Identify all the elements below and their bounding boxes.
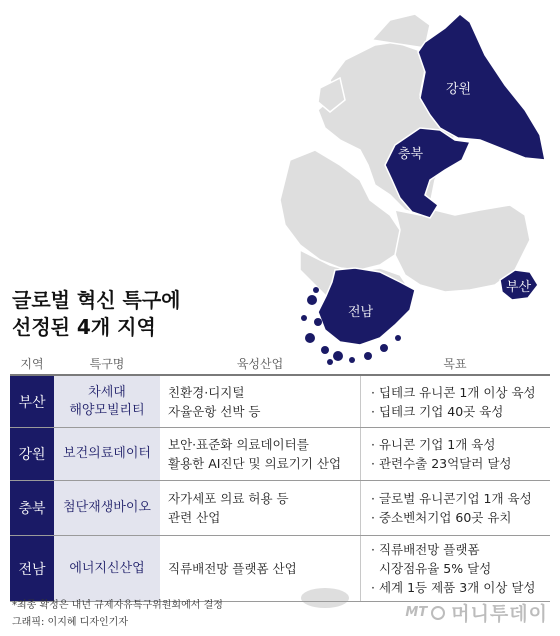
row-zone [54, 428, 160, 480]
industry-line: 보안·표준화 의료데이터를 [168, 437, 309, 452]
row-industry [160, 428, 361, 480]
zone-line: 에너지신산업 [69, 560, 145, 576]
map-label-chungbuk: 충북 [398, 147, 424, 162]
row-goals [361, 481, 551, 535]
zone-line: 보건의료데이터 [63, 446, 151, 461]
row-region: 충북 [10, 481, 54, 535]
industry-line: 직류배전망 플랫폼 산업 [168, 561, 297, 576]
goal-item: · 세계 1등 제품 3개 이상 달성 [371, 580, 536, 595]
goal-item: · 관련수출 23억달러 달성 [371, 456, 512, 471]
page-title [12, 287, 272, 341]
row-zone [54, 376, 160, 427]
row-zone [54, 481, 160, 535]
zones-table [10, 352, 550, 602]
zone-line: 해양모빌리티 [69, 402, 145, 418]
goal-item: · 딥테크 유니콘 1개 이상 육성 [371, 384, 536, 400]
industry-line: 친환경·디지털 [168, 384, 245, 400]
zone-line: 차세대 [88, 384, 126, 400]
row-zone [54, 536, 160, 601]
table-row [10, 428, 550, 481]
row-goals [361, 428, 551, 480]
row-goals [361, 376, 551, 427]
logo-name: 머니투데이 [451, 603, 548, 625]
logo-mt: MT [405, 605, 428, 620]
title-line-2: 선정된 4개 지역 [12, 315, 156, 339]
row-goals [361, 536, 551, 601]
header-zone: 특구명 [89, 356, 125, 371]
industry-line: 자율운항 선박 등 [168, 403, 261, 419]
logo-circle-icon [431, 606, 445, 620]
map-label-jeonnam: 전남 [348, 305, 374, 320]
header-goals: 목표 [443, 356, 467, 371]
row-industry [160, 536, 361, 601]
industry-line: 관련 산업 [168, 510, 221, 525]
goal-item: 시장점유율 5% 달성 [371, 561, 492, 576]
footnote: *최종 확정은 내년 규제자유특구위원회에서 결정 [12, 600, 223, 611]
brand-logo [405, 599, 548, 626]
zone-line: 첨단재생바이오 [63, 500, 151, 515]
row-industry [160, 376, 361, 427]
table-row [10, 536, 550, 602]
table-row [10, 376, 550, 428]
goal-item: · 유니콘 기업 1개 육성 [371, 437, 496, 452]
industry-line: 활용한 AI진단 및 의료기기 산업 [168, 456, 342, 471]
title-line-1: 글로벌 혁신 특구에 [12, 288, 181, 312]
table-row [10, 481, 550, 536]
goal-item: · 글로벌 유니콘기업 1개 육성 [371, 491, 532, 506]
map-label-busan: 부산 [506, 280, 532, 295]
map-label-gangwon: 강원 [446, 82, 472, 97]
row-industry [160, 481, 361, 535]
goal-item: · 직류배전망 플랫폼 [371, 542, 480, 557]
goal-item: · 중소벤처기업 60곳 유치 [371, 510, 512, 525]
row-region: 강원 [10, 428, 54, 480]
industry-line: 자가세포 의료 허용 등 [168, 491, 289, 506]
table-header [10, 352, 550, 376]
header-industry: 육성산업 [236, 356, 284, 371]
row-region: 전남 [10, 536, 54, 601]
row-region: 부산 [10, 376, 54, 427]
goal-item: · 딥테크 기업 40곳 육성 [371, 403, 504, 419]
header-region: 지역 [20, 356, 44, 371]
graphic-credit: 그래픽: 이지혜 디자인기자 [12, 617, 128, 628]
